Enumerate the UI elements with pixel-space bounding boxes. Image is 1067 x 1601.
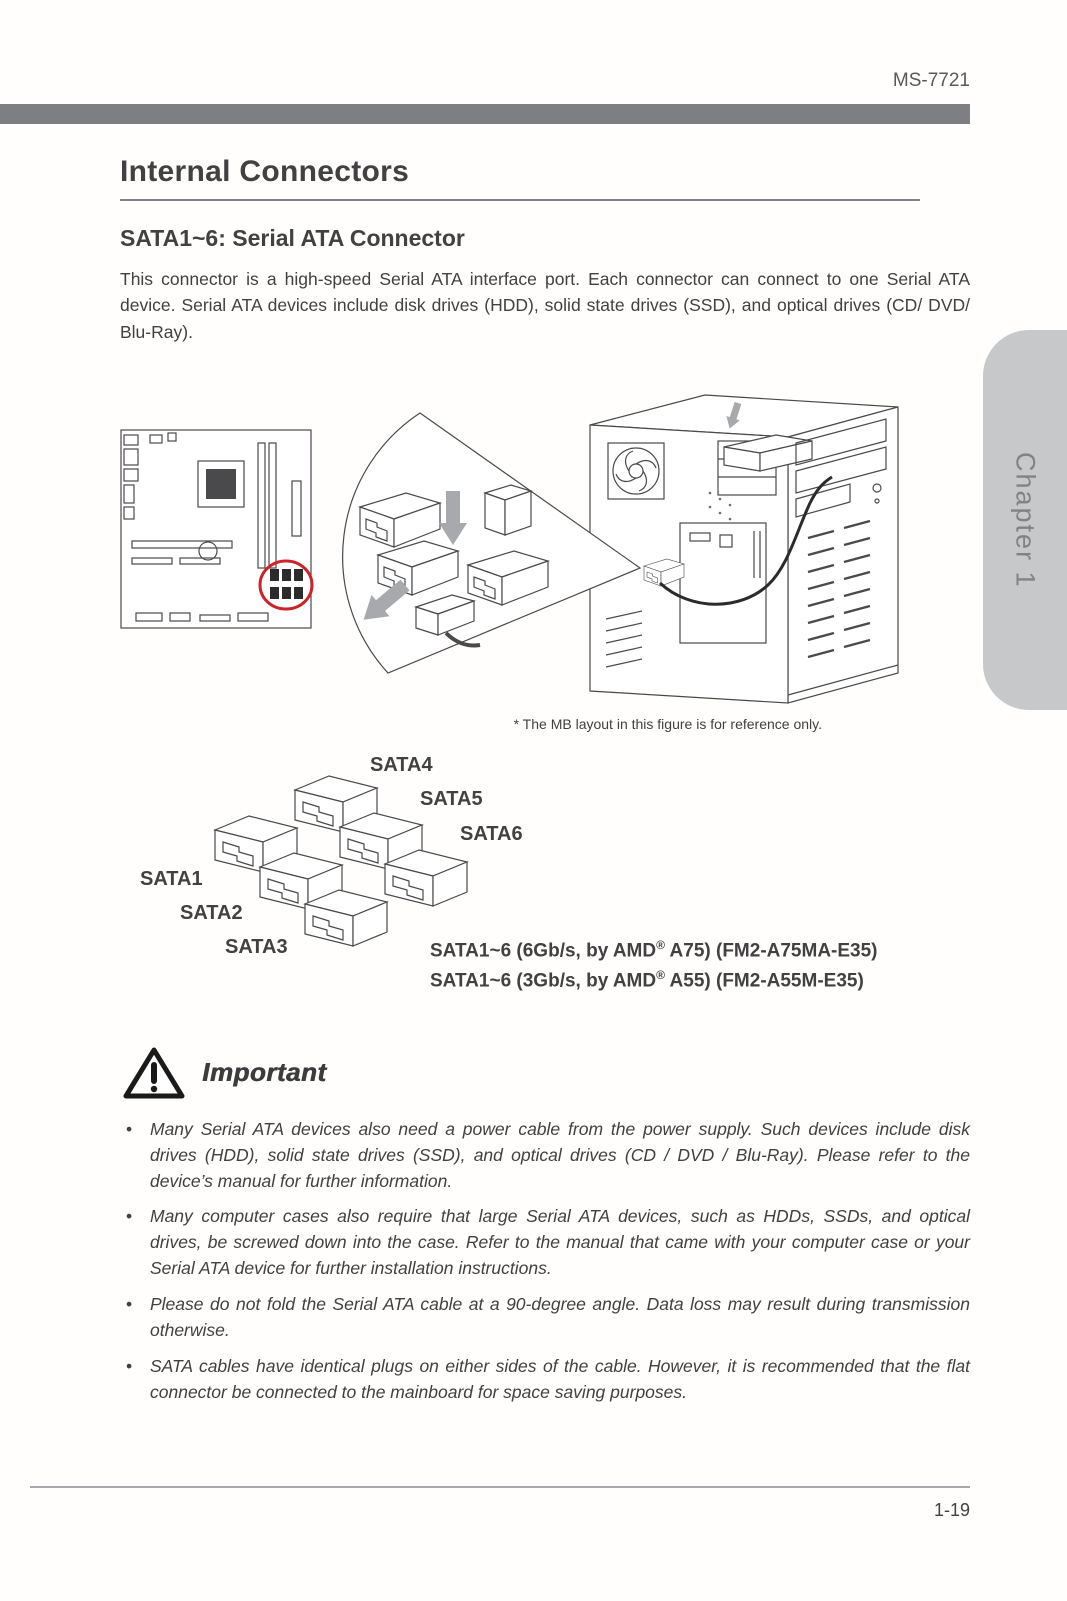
important-note: • SATA cables have identical plugs on either sides of the cable. However, it is recommended that the flat connector be connected to the mainboard for space saving purposes. [120, 1354, 970, 1406]
sata-spec-a75: SATA1~6 (6Gb/s, by AMD® A75) (FM2-A75MA-E35) [430, 937, 878, 962]
sata1-label: SATA1 [140, 867, 203, 890]
page-title: Internal Connectors [120, 155, 920, 201]
case-illustration [590, 395, 898, 703]
sata6-label: SATA6 [460, 822, 523, 845]
installation-figure [120, 373, 970, 708]
intro-paragraph: This connector is a high-speed Serial ATA interface port. Each connector can connect to one Serial ATA device. Serial ATA devices include disk drives (HDD), solid state drives (SSD), and optical drives (CD/ DVD/ Blu-Ray). [120, 269, 970, 342]
important-note: • Many computer cases also require that large Serial ATA devices, such as HDDs, SSDs, and optical drives, be screwed down into the case. Refer to the manual that came with your computer case or your Serial ATA device for further installation instructions. [120, 1204, 970, 1282]
important-note: • Many Serial ATA devices also need a power cable from the power supply. Such devices include disk drives (HDD), solid state drives (SSD), and optical drives (CD / DVD / Blu-Ray). Please refer to the device’s manual for further information. [120, 1117, 970, 1195]
sata-connector-diagram [120, 746, 970, 1011]
sata3-label: SATA3 [225, 935, 288, 958]
page-number: 1-19 [933, 1500, 970, 1520]
page-content [120, 155, 970, 1416]
warning-icon [122, 1045, 186, 1101]
header-bar [0, 104, 970, 124]
doc-code: MS-7721 [892, 70, 970, 91]
important-note: • Please do not fold the Serial ATA cable at a 90-degree angle. Data loss may result during transmission otherwise. [120, 1292, 970, 1344]
sata2-label: SATA2 [180, 901, 243, 924]
motherboard-illustration [121, 430, 312, 628]
important-section [122, 1045, 970, 1101]
important-label: Important [202, 1057, 327, 1088]
sata-spec-a55: SATA1~6 (3Gb/s, by AMD® A55) (FM2-A55M-E35) [430, 967, 864, 992]
installation-illustration [120, 373, 970, 708]
chapter-tab [983, 330, 1067, 710]
chapter-tab-label: Chapter 1 [1010, 451, 1041, 589]
sata5-label: SATA5 [420, 787, 483, 810]
figure-caption: * The MB layout in this figure is for reference only. [513, 715, 822, 732]
important-notes-list [120, 1117, 970, 1406]
section-title: SATA1~6: Serial ATA Connector [120, 225, 465, 251]
sata4-label: SATA4 [370, 753, 433, 776]
footer-divider [30, 1486, 970, 1488]
